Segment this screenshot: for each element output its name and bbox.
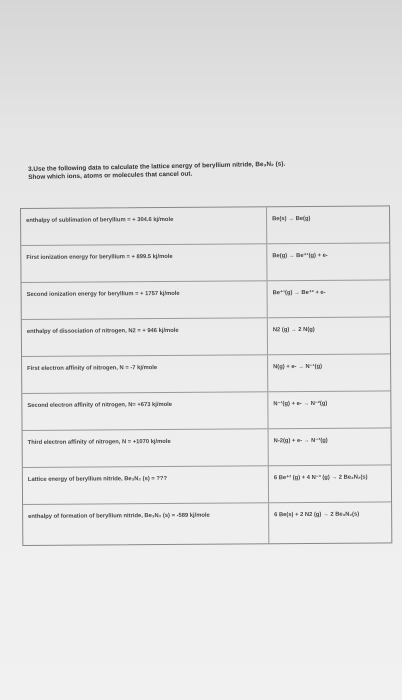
row-description: Second electron affinity of nitrogen, N= +673 kj/mole xyxy=(22,392,268,430)
table-row xyxy=(23,464,391,504)
row-equation: Be(s) → Be(g) xyxy=(272,215,311,223)
question-line-2: Show which ions, atoms or molecules that cancel out. xyxy=(28,170,193,181)
row-description: First ionization energy for beryllium = + 899.5 kj/mole xyxy=(21,244,267,282)
row-equation: N2 (g) → 2 N(g) xyxy=(272,326,315,334)
data-table xyxy=(20,205,392,546)
row-equation: N⁻¹(g) + e- → N⁻²(g) xyxy=(273,400,328,408)
row-description: enthalpy of formation of beryllium nitride, Be₃N₂ (s) = -589 kj/mole xyxy=(23,503,269,545)
table-row xyxy=(22,316,390,356)
row-description: Second ionization energy for beryllium = + 1757 kj/mole xyxy=(22,281,268,319)
row-equation: N-2(g) + e- → N⁻³(g) xyxy=(273,437,328,445)
question-text xyxy=(28,158,388,182)
question-line-1: 3.Use the following data to calculate the lattice energy of beryllium nitride, Be₃N₂ (s). xyxy=(28,160,286,173)
table-row xyxy=(22,390,390,430)
table-row xyxy=(23,501,391,545)
row-equation: Be(g) → Be⁺¹(g) + e- xyxy=(272,252,328,260)
row-equation: 6 Be(s) + 2 N2 (g) → 2 Be₃N₂(s) xyxy=(274,511,360,519)
row-description: Third electron affinity of nitrogen, N = +1070 kj/mole xyxy=(23,429,269,467)
table-row xyxy=(22,353,390,393)
row-description: First electron affinity of nitrogen, N = -7 kj/mole xyxy=(22,355,268,393)
table-row xyxy=(22,279,390,319)
row-equation: 6 Be⁺² (g) + 4 N⁻³ (g) → 2 Be₃N₂(s) xyxy=(273,474,368,482)
table-row xyxy=(23,427,391,467)
row-equation: N(g) + e- → N⁻¹(g) xyxy=(273,363,323,371)
table-row xyxy=(21,242,389,282)
table-row xyxy=(21,206,389,245)
row-description: Lattice energy of beryllium nitride, Be₃N₂ (s) = ??? xyxy=(23,466,269,504)
row-description: enthalpy of dissociation of nitrogen, N2 = + 946 kj/mole xyxy=(22,318,268,356)
row-description: enthalpy of sublimation of beryllium = + 304.6 kj/mole xyxy=(21,207,267,245)
row-equation: Be⁺¹(g) → Be⁺² + e- xyxy=(272,289,326,297)
